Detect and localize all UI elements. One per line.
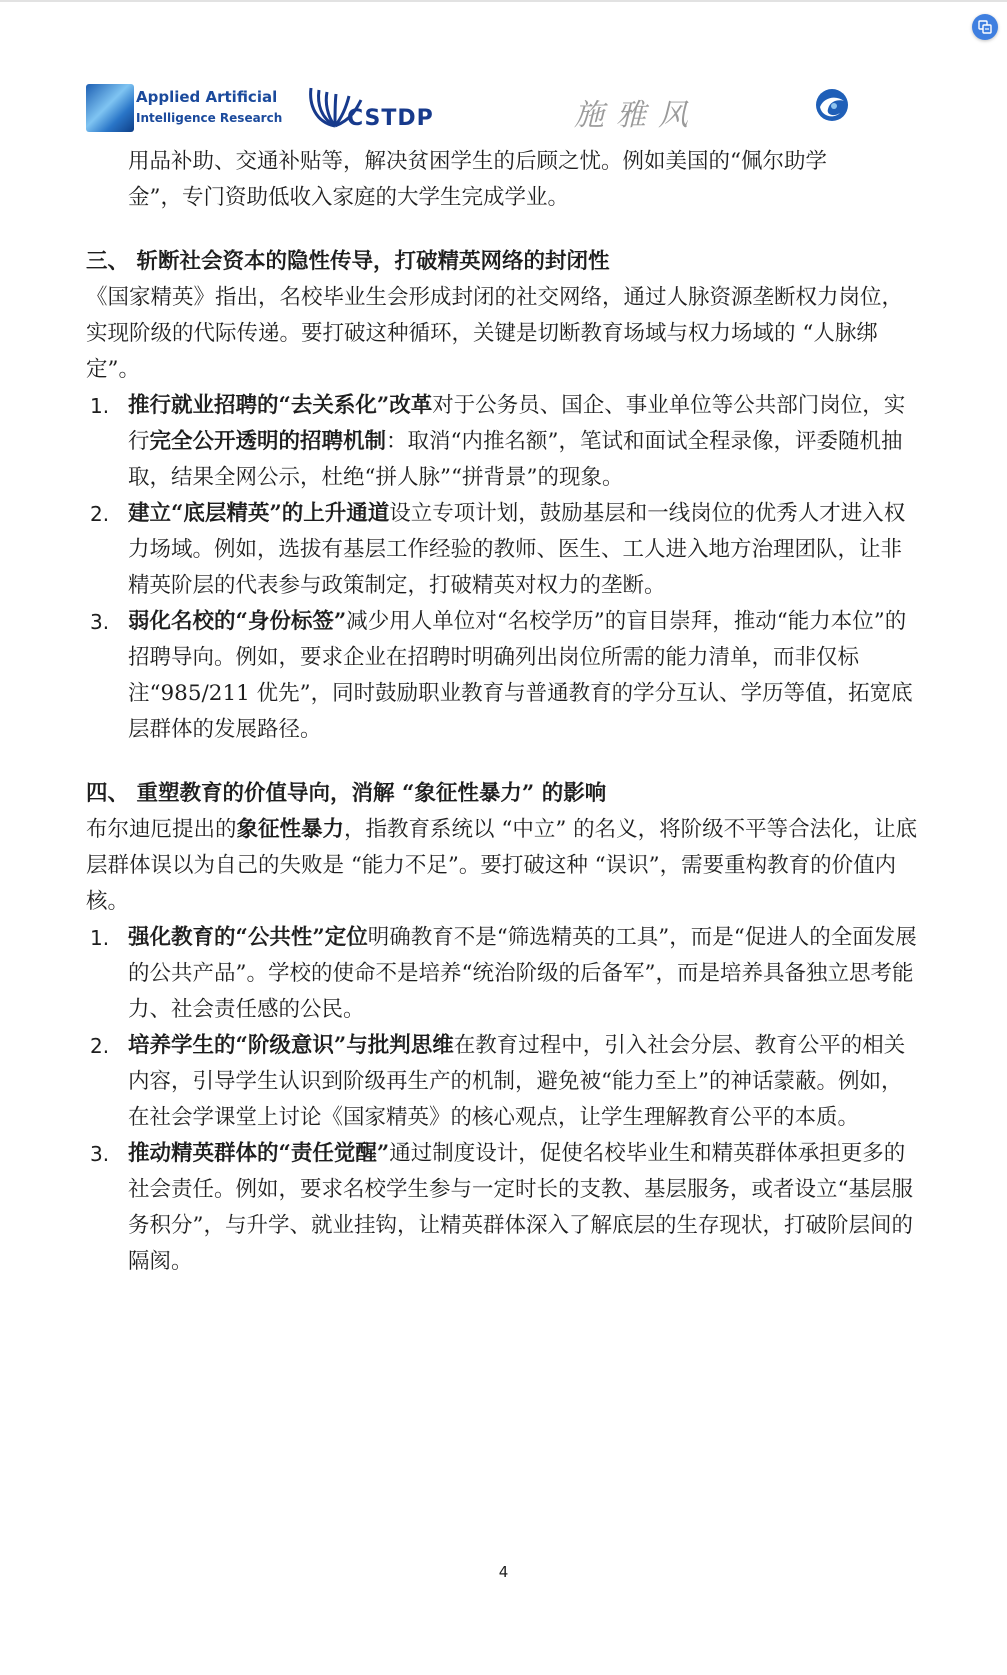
document-body <box>86 144 918 1280</box>
list-item <box>86 496 918 604</box>
aair-logo-line1: Applied Artificial <box>136 88 278 106</box>
list-item-text: 在教育过程中，引入社会分层、教育公平的相关内容，引导学生认识到阶级再生产的机制，避免被“能力至上”的神话蒙蔽。例如，在社会学课堂上讨论《国家精英》的核心观点，让学生理解教育公平的本质。 <box>128 1033 906 1130</box>
cstdp-logo-text: CSTDP <box>347 106 434 131</box>
list-item-text: 明确教育不是“筛选精英的工具”，而是“促进人的全面发展的公共产品”。学校的使命不是培养“统治阶级的后备军”，而是培养具备独立思考能力、社会责任感的公民。 <box>128 925 917 1022</box>
section-4-title: 四、 重塑教育的价值导向，消解 “象征性暴力” 的影响 <box>86 781 607 806</box>
calligraphy-logo-text: 施雅风 <box>574 98 700 133</box>
list-item-heading: 弱化名校的“身份标签” <box>128 609 347 634</box>
aair-logo <box>86 84 283 134</box>
list-item-emphasis: 完全公开透明的招聘机制 <box>149 429 387 454</box>
calligraphy-logo <box>574 88 754 133</box>
translate-button[interactable] <box>972 14 998 40</box>
list-item-text: 对于公务员、国企、事业单位等公共部门岗位，实行 <box>128 393 906 454</box>
section-3-intro: 《国家精英》指出，名校毕业生会形成封闭的社交网络，通过人脉资源垄断权力岗位，实现阶级的代际传递。要打破这种循环，关键是切断教育场域与权力场域的 “人脉绑定”。 <box>86 285 904 382</box>
list-item-heading: 强化教育的“公共性”定位 <box>128 925 368 950</box>
list-item-text: 设立专项计划，鼓励基层和一线岗位的优秀人才进入权力场域。例如，选拔有基层工作经验的教师、医生、工人进入地方治理团队，让非精英阶层的代表参与政策制定，打破精英对权力的垄断。 <box>128 501 906 598</box>
list-number: 2. <box>90 502 110 526</box>
list-item <box>86 604 918 748</box>
aair-logo-line2: Intelligence Research <box>136 111 283 125</box>
list-item-text: 减少用人单位对“名校学历”的盲目崇拜，推动“能力本位”的招聘导向。例如，要求企业在招聘时明确列出岗位所需的能力清单，而非仅标注“985/211 优先”，同时鼓励职业教育与普通教育的学分互认、学历等值，拓宽底层群体的发展路径。 <box>128 609 913 742</box>
intro-line-1: 用品补助、交通补贴等，解决贫困学生的后顾之忧。例如美国的“佩尔助学 <box>128 149 827 174</box>
section-4-intro-text: ，指教育系统以 “中立” 的名义，将阶级不平等合法化，让底层群体误以为自己的失败是 “能力不足”。要打破这种 “误识”，需要重构教育的价值内核。 <box>86 817 918 914</box>
list-item-text: ：取消“内推名额”，笔试和面试全程录像，评委随机抽取，结果全网公示，杜绝“拼人脉”“拼背景”的现象。 <box>128 429 903 490</box>
translate-icon <box>978 20 992 34</box>
top-border <box>0 0 1007 2</box>
list-item-text: 通过制度设计，促使名校毕业生和精英群体承担更多的社会责任。例如，要求名校学生参与一定时长的支教、基层服务，或者设立“基层服务积分”，与升学、就业挂钩，让精英群体深入了解底层的生存现状，打破阶层间的隔阂。 <box>128 1141 913 1274</box>
list-item <box>86 1136 918 1280</box>
section-4-intro-emphasis: 象征性暴力 <box>236 817 345 842</box>
list-item-heading: 建立“底层精英”的上升通道 <box>128 501 390 526</box>
section-4-intro <box>86 812 918 920</box>
swirl-logo-icon <box>814 87 850 123</box>
list-number: 3. <box>90 1142 110 1166</box>
section-4-list <box>86 920 918 1280</box>
list-item-heading: 推行就业招聘的“去关系化”改革 <box>128 393 433 418</box>
list-number: 2. <box>90 1034 110 1058</box>
page-number: 4 <box>498 1563 509 1581</box>
list-item <box>86 920 918 1028</box>
list-number: 1. <box>90 394 110 418</box>
list-item-heading: 推动精英群体的“责任觉醒” <box>128 1141 390 1166</box>
section-3-list <box>86 388 918 748</box>
globe-icon <box>86 84 134 132</box>
section-4-intro-text: 布尔迪厄提出的 <box>86 817 237 842</box>
header-logos <box>0 78 1007 140</box>
intro-line-2: 金”，专门资助低收入家庭的大学生完成学业。 <box>128 185 569 210</box>
list-number: 1. <box>90 926 110 950</box>
list-item <box>86 1028 918 1136</box>
section-3-title: 三、 斩断社会资本的隐性传导，打破精英网络的封闭性 <box>86 249 610 274</box>
list-item <box>86 388 918 496</box>
list-number: 3. <box>90 610 110 634</box>
cstdp-logo <box>305 82 485 138</box>
list-item-heading: 培养学生的“阶级意识”与批判思维 <box>128 1033 454 1058</box>
